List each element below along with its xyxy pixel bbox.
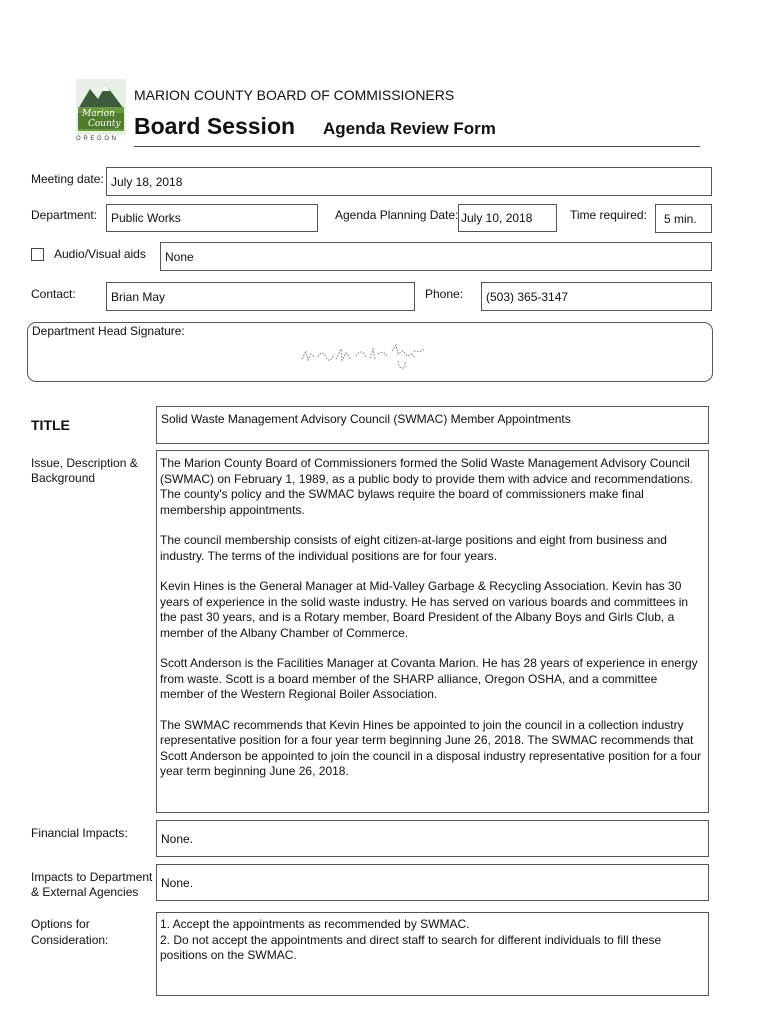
issue-paragraph: The Marion County Board of Commissioners formed the Solid Waste Management Advisory Council (SWMAC) on February 1, 1989, as a public body to provide them with advice and recommendations. The county's policy and the SWMAC bylaws require the board of commissioners make final membership appointments. (160, 456, 693, 517)
county-logo (76, 79, 126, 145)
contact-label: Contact: (31, 287, 76, 301)
financial-value: None. (161, 832, 194, 846)
issue-label-line1: Issue, Description & (31, 456, 138, 470)
av-field[interactable] (160, 242, 712, 271)
phone-field[interactable] (481, 282, 712, 311)
phone-label: Phone: (425, 287, 464, 301)
options-body (157, 913, 708, 968)
meeting-date-value: July 18, 2018 (111, 175, 183, 189)
title-field[interactable] (156, 406, 709, 444)
impacts-label-line1: Impacts to Department (31, 870, 153, 884)
planning-date-label: Agenda Planning Date: (335, 208, 459, 222)
options-label-line1: Options for (31, 917, 90, 931)
impacts-label-line2: & External Agencies (31, 885, 139, 899)
planning-date-value: July 10, 2018 (461, 211, 533, 225)
logo-text-oregon: O R E G O N (76, 136, 117, 142)
contact-value: Brian May (111, 290, 166, 304)
time-required-value: 5 min. (664, 212, 697, 226)
issue-label-line2: Background (31, 471, 96, 485)
time-required-label: Time required: (570, 208, 647, 222)
av-label: Audio/Visual aids (54, 247, 146, 261)
options-field[interactable] (156, 912, 709, 996)
department-value: Public Works (111, 211, 181, 225)
issue-paragraph: The SWMAC recommends that Kevin Hines be appointed to join the council in a collection industry representative position for a four year term beginning June 26, 2018. The SWMAC recommends that Scott Anderson be appointed to join the council in a disposal industry representative position for a four year term beginning June 26, 2018. (160, 717, 702, 778)
form-title-main: Board Session (134, 113, 296, 139)
option-item: 1. Accept the appointments as recommended by SWMAC. (160, 917, 470, 931)
contact-field[interactable] (106, 282, 415, 311)
issue-paragraph: Scott Anderson is the Facilities Manager at Covanta Marion. He has 28 years of experience in energy from waste. Scott is a board member of the SHARP alliance, Oregon OSHA, and a committee member of the Western Regional Boiler Association. (160, 656, 698, 701)
signature-label: Department Head Signature: (32, 324, 185, 338)
org-name: MARION COUNTY BOARD OF COMMISSIONERS (134, 87, 455, 103)
planning-date-field[interactable] (458, 204, 557, 232)
issue-paragraph: The council membership consists of eight citizen-at-large positions and eight from business and industry. The terms of the individual positions are for four years. (160, 533, 667, 563)
logo-text-county: County (88, 119, 121, 129)
option-item: 2. Do not accept the appointments and direct staff to search for different individuals to fill these positions on the SWMAC. (160, 932, 662, 962)
meeting-date-label: Meeting date: (31, 172, 104, 186)
financial-label: Financial Impacts: (31, 826, 128, 840)
impacts-field[interactable] (156, 864, 709, 901)
options-label-line2: Consideration: (31, 933, 109, 947)
title-section-label: TITLE (31, 417, 70, 433)
phone-value: (503) 365-3147 (486, 290, 569, 304)
department-label: Department: (31, 208, 98, 222)
av-value: None (165, 250, 194, 264)
department-field[interactable] (106, 204, 318, 232)
time-required-field[interactable] (655, 204, 712, 233)
issue-field[interactable] (156, 450, 709, 813)
issue-body (157, 451, 708, 784)
header-rule (134, 146, 700, 147)
meeting-date-field[interactable] (106, 167, 712, 196)
signature-scribble (296, 337, 441, 375)
financial-field[interactable] (156, 820, 709, 857)
logo-text-marion: Marion (82, 109, 115, 119)
impacts-value: None. (161, 876, 194, 890)
form-title-sub: Agenda Review Form (323, 119, 496, 138)
issue-paragraph: Kevin Hines is the General Manager at Mid-Valley Garbage & Recycling Association. Kevin has 30 years of experience in the solid waste industry. He has served on various boards and committees in the past 30 years, and is a Rotary member, Board President of the Albany Boys and Girls Club, a member of the Albany Chamber of Commerce. (160, 579, 689, 640)
signature-box[interactable] (27, 322, 713, 382)
av-checkbox[interactable] (31, 248, 44, 261)
title-value: Solid Waste Management Advisory Council (SWMAC) Member Appointments (161, 412, 571, 426)
